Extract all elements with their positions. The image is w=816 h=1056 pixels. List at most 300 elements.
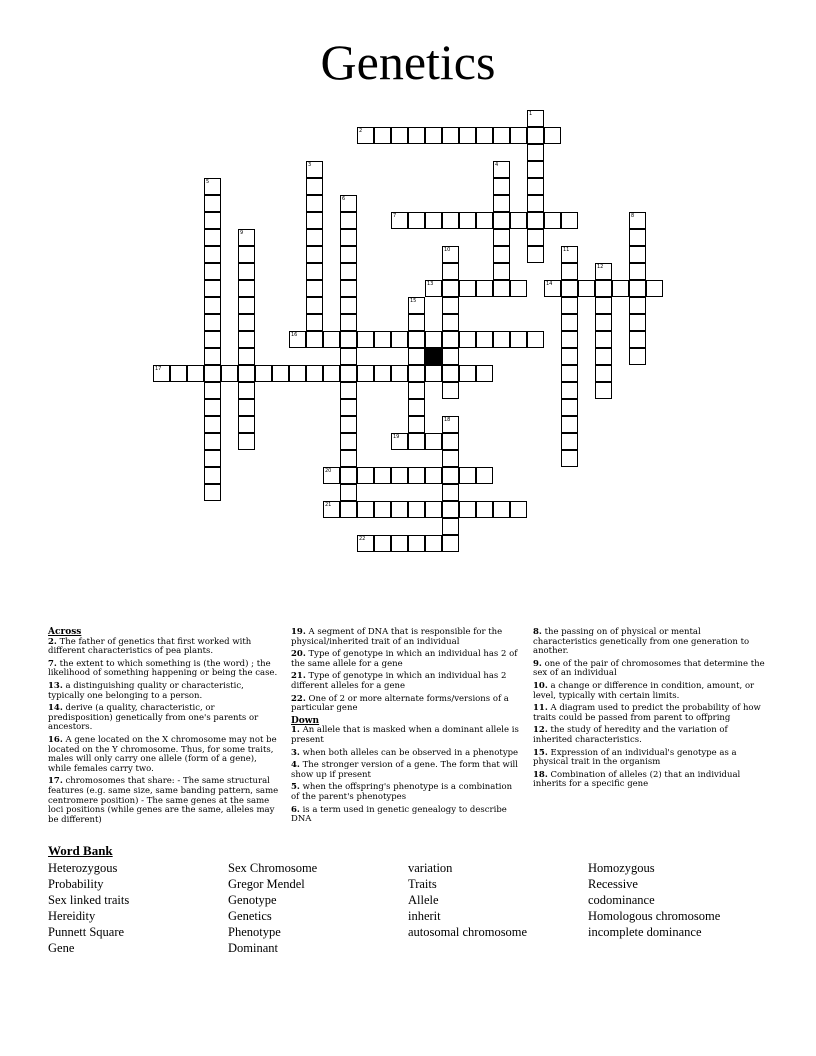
grid-cell[interactable] — [527, 127, 544, 144]
grid-cell[interactable] — [459, 501, 476, 518]
grid-cell[interactable] — [442, 382, 459, 399]
grid-cell[interactable] — [340, 382, 357, 399]
grid-cell[interactable] — [646, 280, 663, 297]
grid-cell[interactable] — [323, 467, 340, 484]
grid-cell[interactable] — [323, 501, 340, 518]
clue — [533, 704, 765, 723]
grid-cell[interactable] — [408, 127, 425, 144]
grid-cell[interactable] — [442, 416, 459, 433]
grid-cell[interactable] — [408, 314, 425, 331]
grid-cell[interactable] — [204, 365, 221, 382]
grid-cell[interactable] — [476, 212, 493, 229]
clue-text: An allele that is masked when a dominant allele is present — [291, 725, 519, 745]
grid-cell[interactable] — [629, 263, 646, 280]
clue-number-label: 13. — [48, 680, 63, 691]
grid-cell[interactable] — [340, 484, 357, 501]
grid-cell[interactable] — [629, 212, 646, 229]
clue-number-label: 17. — [48, 776, 63, 787]
grid-cell[interactable] — [204, 348, 221, 365]
grid-cell[interactable] — [442, 467, 459, 484]
grid-cell[interactable] — [493, 195, 510, 212]
grid-cell[interactable] — [595, 382, 612, 399]
grid-cell[interactable] — [306, 229, 323, 246]
clue-number-label: 2. — [48, 636, 57, 647]
grid-cell[interactable] — [391, 433, 408, 450]
grid-cell[interactable] — [527, 212, 544, 229]
grid-cell[interactable] — [272, 365, 289, 382]
grid-cell[interactable] — [442, 450, 459, 467]
clue-number-label: 3. — [291, 747, 300, 758]
grid-cell[interactable] — [425, 365, 442, 382]
grid-cell[interactable] — [510, 331, 527, 348]
grid-cell[interactable] — [408, 501, 425, 518]
grid-cell[interactable] — [340, 314, 357, 331]
grid-cell[interactable] — [340, 365, 357, 382]
grid-cell[interactable] — [340, 467, 357, 484]
grid-cell[interactable] — [442, 263, 459, 280]
word-bank-item: Probability — [48, 877, 104, 891]
grid-cell[interactable] — [408, 416, 425, 433]
clue — [533, 749, 765, 768]
grid-cell[interactable] — [238, 382, 255, 399]
grid-cell[interactable] — [340, 280, 357, 297]
grid-cell[interactable] — [476, 467, 493, 484]
grid-cell[interactable] — [238, 331, 255, 348]
grid-cell[interactable] — [340, 433, 357, 450]
grid-cell[interactable] — [544, 212, 561, 229]
grid-cell[interactable] — [357, 535, 374, 552]
word-bank-item: Gene — [48, 941, 75, 955]
grid-cell[interactable] — [204, 331, 221, 348]
clue-text: the extent to which something is (the word) ; the likelihood of something happening or being the case. — [48, 658, 278, 679]
grid-cell[interactable] — [561, 399, 578, 416]
grid-cell[interactable] — [374, 331, 391, 348]
grid-cell[interactable] — [238, 433, 255, 450]
grid-cell[interactable] — [578, 280, 595, 297]
grid-cell[interactable] — [340, 195, 357, 212]
grid-cell[interactable] — [527, 229, 544, 246]
clue-number-label: 12. — [533, 725, 548, 736]
grid-cell[interactable] — [306, 195, 323, 212]
grid-cell[interactable] — [306, 161, 323, 178]
grid-cell[interactable] — [442, 127, 459, 144]
clue-number-label: 7. — [48, 658, 57, 669]
grid-cell[interactable] — [561, 314, 578, 331]
grid-cell[interactable] — [561, 246, 578, 263]
grid-cell[interactable] — [170, 365, 187, 382]
clue — [48, 777, 280, 825]
grid-cell[interactable] — [442, 348, 459, 365]
grid-cell[interactable] — [459, 280, 476, 297]
grid-cell[interactable] — [340, 501, 357, 518]
grid-cell[interactable] — [204, 297, 221, 314]
grid-cell[interactable] — [459, 365, 476, 382]
clue-number-label: 21. — [291, 671, 306, 682]
grid-cell[interactable] — [238, 416, 255, 433]
grid-cell[interactable] — [561, 365, 578, 382]
grid-cell[interactable] — [561, 450, 578, 467]
grid-cell[interactable] — [595, 331, 612, 348]
grid-cell[interactable] — [204, 399, 221, 416]
grid-cell[interactable] — [459, 127, 476, 144]
grid-cell[interactable] — [493, 229, 510, 246]
grid-cell[interactable] — [238, 297, 255, 314]
grid-cell[interactable] — [629, 280, 646, 297]
grid-cell[interactable] — [306, 280, 323, 297]
page-title: Genetics — [320, 34, 496, 90]
grid-cell[interactable] — [340, 416, 357, 433]
word-bank-item: Hereidity — [48, 909, 96, 923]
grid-cell[interactable] — [493, 331, 510, 348]
grid-cell[interactable] — [629, 297, 646, 314]
grid-cell[interactable] — [493, 263, 510, 280]
grid-cell[interactable] — [204, 450, 221, 467]
grid-cell[interactable] — [204, 484, 221, 501]
clue-text: when the offspring's phenotype is a combination of the parent's phenotypes — [291, 782, 513, 802]
grid-cell[interactable] — [459, 331, 476, 348]
grid-cell[interactable] — [204, 246, 221, 263]
word-bank-item: Dominant — [228, 941, 278, 955]
grid-cell[interactable] — [527, 195, 544, 212]
grid-cell[interactable] — [476, 331, 493, 348]
clue-number: 10 — [444, 247, 451, 253]
grid-cell[interactable] — [204, 314, 221, 331]
grid-cell[interactable] — [425, 212, 442, 229]
grid-cell[interactable] — [527, 246, 544, 263]
clue-text: Combination of alleles (2) that an individual inherits for a specific gene — [533, 769, 741, 790]
clue — [291, 650, 523, 669]
grid-cell[interactable] — [340, 229, 357, 246]
grid-cell[interactable] — [238, 263, 255, 280]
down-heading: Down — [291, 715, 320, 726]
grid-cell[interactable] — [289, 365, 306, 382]
grid-cell[interactable] — [629, 314, 646, 331]
grid-cell[interactable] — [306, 297, 323, 314]
grid-cell[interactable] — [425, 535, 442, 552]
grid-cell[interactable] — [408, 297, 425, 314]
grid-cell[interactable] — [510, 280, 527, 297]
grid-cell[interactable] — [493, 246, 510, 263]
grid-cell[interactable] — [408, 399, 425, 416]
grid-cell[interactable] — [340, 263, 357, 280]
grid-cell[interactable] — [238, 229, 255, 246]
word-bank-item: Sex Chromosome — [228, 861, 318, 875]
clue-number-label: 4. — [291, 760, 300, 771]
grid-cell[interactable] — [476, 501, 493, 518]
clue-number-label: 6. — [291, 804, 300, 815]
clue-number: 9 — [240, 230, 244, 236]
grid-cell[interactable] — [391, 212, 408, 229]
clue-text: The father of genetics that first worked with different characteristics of pea plants. — [48, 636, 252, 657]
clue-number: 5 — [206, 179, 210, 185]
grid-cell[interactable] — [595, 297, 612, 314]
clue — [291, 628, 523, 647]
clue-number: 19 — [393, 434, 400, 440]
grid-cell[interactable] — [442, 212, 459, 229]
grid-cell[interactable] — [187, 365, 204, 382]
grid-cell[interactable] — [425, 501, 442, 518]
clue-text: Type of genotype in which an individual has 2 different alleles for a gene — [291, 671, 507, 691]
grid-cell[interactable] — [238, 399, 255, 416]
grid-cell[interactable] — [238, 314, 255, 331]
grid-cell[interactable] — [289, 331, 306, 348]
grid-cell[interactable] — [408, 433, 425, 450]
grid-cell[interactable] — [323, 365, 340, 382]
grid-cell[interactable] — [408, 348, 425, 365]
grid-cell[interactable] — [493, 501, 510, 518]
grid-cell[interactable] — [442, 433, 459, 450]
clue-text: A segment of DNA that is responsible for the physical/inherited trait of an individual — [291, 627, 503, 647]
grid-cell[interactable] — [374, 467, 391, 484]
grid-cell[interactable] — [408, 212, 425, 229]
grid-cell[interactable] — [476, 365, 493, 382]
clue-number: 18 — [444, 417, 451, 423]
across-heading: Across — [48, 627, 82, 637]
word-bank-item: autosomal chromosome — [408, 925, 528, 939]
grid-cell[interactable] — [323, 331, 340, 348]
grid-cell[interactable] — [391, 467, 408, 484]
grid-cell[interactable] — [595, 314, 612, 331]
grid-cell[interactable] — [204, 212, 221, 229]
grid-cell[interactable] — [527, 178, 544, 195]
grid-cell[interactable] — [561, 433, 578, 450]
grid-cell[interactable] — [306, 246, 323, 263]
clue-number-label: 5. — [291, 782, 300, 793]
clue-text: is a term used in genetic genealogy to describe DNA — [291, 804, 507, 825]
grid-cell[interactable] — [629, 331, 646, 348]
grid-cell[interactable] — [561, 331, 578, 348]
clue-number: 14 — [546, 281, 553, 287]
grid-cell[interactable] — [561, 297, 578, 314]
grid-cell[interactable] — [238, 280, 255, 297]
grid-cell[interactable] — [425, 433, 442, 450]
grid-cell[interactable] — [306, 331, 323, 348]
grid-cell[interactable] — [442, 365, 459, 382]
grid-cell[interactable] — [340, 348, 357, 365]
grid-cell[interactable] — [306, 178, 323, 195]
grid-cell[interactable] — [340, 399, 357, 416]
clue — [291, 806, 523, 825]
grid-cell[interactable] — [153, 365, 170, 382]
grid-cell[interactable] — [595, 348, 612, 365]
grid-cell[interactable] — [306, 314, 323, 331]
clue-number: 17 — [155, 366, 162, 372]
clue-number-label: 20. — [291, 649, 306, 660]
clue-number-label: 22. — [291, 693, 306, 704]
grid-cell[interactable] — [629, 229, 646, 246]
grid-cell[interactable] — [408, 365, 425, 382]
word-bank-column — [408, 860, 527, 940]
grid-cell[interactable] — [340, 246, 357, 263]
grid-cell[interactable] — [561, 263, 578, 280]
grid-cell[interactable] — [561, 212, 578, 229]
grid-cell[interactable] — [306, 263, 323, 280]
word-bank-column — [48, 860, 129, 956]
grid-cell[interactable] — [357, 501, 374, 518]
grid-cell[interactable] — [442, 280, 459, 297]
grid-cell[interactable] — [204, 195, 221, 212]
clue-number: 2 — [359, 128, 363, 134]
grid-cell[interactable] — [459, 212, 476, 229]
clue-text: The stronger version of a gene. The form that will show up if present — [291, 760, 518, 780]
clue-text: chromosomes that share: - The same structural features (e.g. same size, same banding pattern, same centromere position) - The same genes at the same loci positions (while genes are the same, alleles may be different) — [48, 776, 279, 825]
grid-cell[interactable] — [442, 314, 459, 331]
grid-cell[interactable] — [204, 178, 221, 195]
grid-cell[interactable] — [357, 331, 374, 348]
grid-cell[interactable] — [510, 501, 527, 518]
clue-text: one of the pair of chromosomes that determine the sex of an individual — [533, 658, 765, 679]
word-bank-item: Traits — [408, 877, 437, 891]
clue-number: 8 — [631, 213, 635, 219]
grid-cell[interactable] — [391, 127, 408, 144]
grid-cell[interactable] — [493, 127, 510, 144]
grid-cell[interactable] — [204, 229, 221, 246]
grid-cell[interactable] — [595, 280, 612, 297]
grid-cell[interactable] — [544, 127, 561, 144]
clue-number-label: 8. — [533, 627, 542, 637]
word-bank-item: inherit — [408, 909, 441, 923]
clue-text: the study of heredity and the variation of inherited characteristics. — [533, 725, 728, 745]
grid-cell[interactable] — [357, 127, 374, 144]
clue-text: A diagram used to predict the probability of how traits could be passed from parent to offpring — [533, 703, 761, 723]
grid-cell[interactable] — [442, 501, 459, 518]
grid-cell[interactable] — [408, 535, 425, 552]
clue — [533, 660, 765, 679]
grid-cell[interactable] — [459, 467, 476, 484]
grid-cell[interactable] — [476, 127, 493, 144]
grid-cell[interactable] — [561, 348, 578, 365]
grid-cell[interactable] — [493, 161, 510, 178]
grid-cell[interactable] — [357, 365, 374, 382]
grid-cell[interactable] — [306, 212, 323, 229]
grid-cell[interactable] — [425, 467, 442, 484]
grid-cell[interactable] — [255, 365, 272, 382]
grid-cell[interactable] — [238, 348, 255, 365]
clue-number-label: 19. — [291, 627, 306, 637]
grid-cell[interactable] — [442, 246, 459, 263]
grid-cell[interactable] — [527, 161, 544, 178]
grid-cell[interactable] — [357, 467, 374, 484]
word-bank-column — [228, 860, 317, 956]
grid-cell[interactable] — [391, 535, 408, 552]
grid-cell[interactable] — [493, 280, 510, 297]
clue — [291, 783, 523, 802]
grid-cell[interactable] — [527, 331, 544, 348]
grid-cell[interactable] — [374, 365, 391, 382]
grid-cell[interactable] — [425, 127, 442, 144]
clue-text: A gene located on the X chromosome may not be located on the Y chromosome. Thus, for some traits, males will only carry one allele (form of a gene), while females carry two. — [48, 734, 277, 774]
grid-cell[interactable] — [629, 348, 646, 365]
word-bank-item: incomplete dominance — [588, 925, 702, 939]
grid-cell[interactable] — [561, 382, 578, 399]
clue-number: 16 — [291, 332, 298, 338]
grid-cell[interactable] — [442, 518, 459, 535]
grid-cell[interactable] — [408, 331, 425, 348]
clue — [48, 704, 280, 733]
grid-cell[interactable] — [408, 467, 425, 484]
grid-cell[interactable] — [391, 501, 408, 518]
clue-text: Expression of an individual's genotype as a physical trait in the organism — [533, 747, 737, 768]
grid-cell[interactable] — [510, 212, 527, 229]
grid-cell[interactable] — [391, 331, 408, 348]
grid-cell[interactable] — [561, 280, 578, 297]
grid-cell[interactable] — [425, 331, 442, 348]
grid-cell[interactable] — [629, 246, 646, 263]
grid-cell[interactable] — [561, 416, 578, 433]
grid-cell[interactable] — [544, 280, 561, 297]
clue-number-label: 15. — [533, 747, 548, 758]
clue-number: 7 — [393, 213, 397, 219]
grid-cell[interactable] — [340, 212, 357, 229]
clue — [533, 682, 765, 701]
clue-number: 20 — [325, 468, 332, 474]
grid-cell[interactable] — [493, 178, 510, 195]
grid-cell[interactable] — [204, 280, 221, 297]
grid-cell[interactable] — [442, 535, 459, 552]
grid-cell[interactable] — [527, 144, 544, 161]
word-bank-item: Heterozygous — [48, 861, 118, 875]
grid-cell[interactable] — [340, 297, 357, 314]
word-bank-item: Genotype — [228, 893, 277, 907]
clue-number: 11 — [563, 247, 570, 253]
grid-cell[interactable] — [340, 450, 357, 467]
grid-cell[interactable] — [204, 433, 221, 450]
grid-cell[interactable] — [374, 501, 391, 518]
grid-cell[interactable] — [204, 382, 221, 399]
clue-text: a distinguishing quality or characteristic, typically one belonging to a person. — [48, 680, 244, 701]
grid-cell[interactable] — [204, 416, 221, 433]
grid-cell[interactable] — [374, 127, 391, 144]
clue-number: 3 — [308, 162, 312, 168]
grid-cell[interactable] — [374, 535, 391, 552]
grid-cell[interactable] — [238, 246, 255, 263]
grid-cell[interactable] — [595, 263, 612, 280]
word-bank-item: Allele — [408, 893, 439, 907]
clue — [291, 695, 523, 714]
clue — [533, 771, 765, 790]
clues-column-2 — [291, 628, 523, 828]
clue — [291, 672, 523, 691]
grid-cell[interactable] — [204, 467, 221, 484]
grid-cell[interactable] — [340, 331, 357, 348]
grid-cell[interactable] — [391, 365, 408, 382]
grid-cell[interactable] — [595, 365, 612, 382]
clue — [48, 660, 280, 679]
grid-cell[interactable] — [306, 365, 323, 382]
clue — [48, 682, 280, 701]
clue — [48, 736, 280, 774]
grid-cell[interactable] — [238, 365, 255, 382]
grid-cell[interactable] — [476, 280, 493, 297]
clue-number: 21 — [325, 502, 332, 508]
grid-cell[interactable] — [527, 110, 544, 127]
word-bank-item: Phenotype — [228, 925, 281, 939]
grid-cell[interactable] — [204, 263, 221, 280]
grid-cell[interactable] — [408, 382, 425, 399]
clues-column-3 — [533, 628, 765, 793]
grid-cell[interactable] — [442, 484, 459, 501]
grid-cell[interactable] — [425, 280, 442, 297]
word-bank-item: Gregor Mendel — [228, 877, 305, 891]
grid-cell[interactable] — [442, 331, 459, 348]
grid-cell[interactable] — [442, 297, 459, 314]
word-bank-item: Homologous chromosome — [588, 909, 721, 923]
grid-cell[interactable] — [221, 365, 238, 382]
grid-cell[interactable] — [493, 212, 510, 229]
clue-text: One of 2 or more alternate forms/versions of a particular gene — [291, 693, 509, 714]
grid-cell[interactable] — [612, 280, 629, 297]
grid-cell[interactable] — [510, 127, 527, 144]
